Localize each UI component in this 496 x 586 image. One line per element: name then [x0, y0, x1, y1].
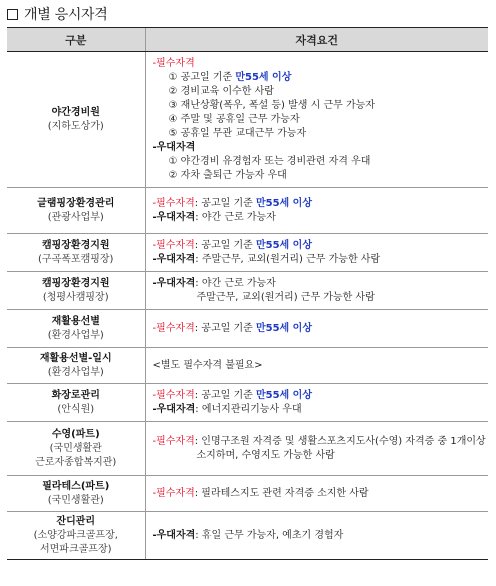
required-label: -필수자격 — [152, 435, 195, 447]
requirement-line — [153, 277, 489, 291]
requirement-text: : 공고일 기준 — [194, 197, 256, 209]
item-number: ② — [168, 169, 181, 181]
category-department: (국민생활관 — [49, 442, 102, 454]
requirement-text: : 공고일 기준 — [194, 239, 256, 251]
table-header-row — [7, 28, 488, 52]
item-text: 공휴일 무관 교대근무 가능자 — [180, 127, 307, 139]
item-number: ① — [168, 71, 181, 83]
requirements-cell — [145, 512, 488, 560]
requirement-text: : 에너지관리기능사 우대 — [195, 403, 302, 415]
item-text: 자차 출퇴근 가능자 우대 — [180, 169, 287, 181]
category-cell — [7, 348, 145, 384]
preferred-label: -우대자격 — [152, 277, 196, 289]
category-cell — [7, 310, 145, 348]
requirement-line — [153, 487, 489, 501]
requirement-note: <별도 필수자격 불필요> — [152, 359, 263, 371]
category-department: (환경사업부) — [47, 366, 104, 378]
category-cell — [7, 384, 145, 422]
category-cell — [7, 476, 145, 512]
requirement-line — [153, 239, 489, 253]
category-name: 캠핑장환경지원 — [41, 239, 110, 251]
requirement-item — [153, 113, 489, 127]
category-cell — [7, 422, 145, 476]
preferred-label: -우대자격 — [152, 211, 196, 223]
category-department: (환경사업부) — [47, 329, 104, 341]
table-row — [7, 272, 488, 310]
age-highlight: 만55세 이상 — [255, 322, 313, 334]
requirements-cell — [145, 422, 488, 476]
requirement-text: : 야간 근로 가능자 — [195, 277, 276, 289]
required-label: -필수자격 — [152, 197, 195, 209]
item-number: ③ — [168, 99, 181, 111]
category-cell — [7, 234, 145, 272]
category-department: (관광사업부) — [47, 211, 104, 223]
category-department: (국민생활관) — [47, 494, 104, 506]
requirements-cell — [145, 188, 488, 234]
requirement-item — [153, 71, 489, 85]
required-label: -필수자격 — [152, 57, 195, 69]
requirement-text: : 야간 근로 가능자 — [195, 211, 276, 223]
item-number: ① — [168, 155, 181, 167]
category-name: 글램핑장환경관리 — [37, 197, 115, 209]
requirement-text: : 필라테스지도 관련 자격증 소지한 사람 — [194, 487, 369, 499]
required-label: -필수자격 — [152, 487, 195, 499]
age-highlight: 만55세 이상 — [235, 71, 292, 83]
category-name: 수영(파트) — [51, 428, 100, 440]
item-number: ② — [168, 85, 181, 97]
category-department: (소양강파크골프장, — [33, 529, 118, 541]
requirement-text: : 인명구조원 자격증 및 생활스포츠지도사(수영) 자격증 중 1개이상 — [194, 435, 486, 447]
table-row — [7, 234, 488, 272]
requirement-continuation: 주말근무, 교외(원거리) 근무 가능한 사람 — [196, 291, 375, 303]
category-name: 야간경비원 — [51, 106, 100, 118]
category-department: 서면파크골프장) — [39, 543, 112, 555]
requirements-cell — [145, 310, 488, 348]
table-row — [7, 512, 488, 560]
category-cell — [7, 52, 145, 188]
table-row — [7, 476, 488, 512]
header-requirements: 자격요건 — [145, 28, 488, 52]
requirement-line — [153, 435, 489, 449]
preferred-item — [153, 169, 489, 183]
category-name: 재활용선별-일시 — [39, 352, 112, 364]
table-row — [7, 348, 488, 384]
requirement-text: : 휴일 근무 가능자, 예초기 경험자 — [195, 529, 344, 541]
table-row — [7, 188, 488, 234]
category-cell — [7, 512, 145, 560]
item-text: 재난상황(폭우, 폭설 등) 발생 시 근무 가능자 — [180, 99, 375, 111]
requirement-item — [153, 85, 489, 99]
requirements-cell — [145, 272, 488, 310]
item-number: ④ — [168, 113, 181, 125]
table-row — [7, 384, 488, 422]
requirements-cell — [145, 348, 488, 384]
requirement-line — [153, 197, 489, 211]
category-cell — [7, 272, 145, 310]
preferred-label: -우대자격 — [152, 141, 196, 153]
item-text: 경비교육 이수한 사람 — [180, 85, 274, 97]
category-name: 재활용선별 — [51, 315, 100, 327]
requirement-line — [153, 322, 489, 336]
header-category: 구분 — [7, 28, 145, 52]
category-name: 캠핑장환경지원 — [41, 277, 110, 289]
requirement-line — [153, 389, 489, 403]
table-row — [7, 310, 488, 348]
age-highlight: 만55세 이상 — [255, 197, 313, 209]
preferred-label: -우대자격 — [152, 529, 196, 541]
age-highlight: 만55세 이상 — [255, 389, 313, 401]
requirements-cell — [145, 234, 488, 272]
requirements-cell — [145, 476, 488, 512]
category-department: (안식원) — [57, 403, 95, 415]
preferred-label: -우대자격 — [152, 253, 196, 265]
requirement-line — [153, 403, 489, 417]
item-text: 주말 및 공휴일 근무 가능자 — [180, 113, 300, 125]
required-label: -필수자격 — [152, 322, 195, 334]
category-department: (구곡폭포캠핑장) — [38, 253, 114, 265]
requirement-line — [153, 529, 489, 543]
qualification-table — [7, 27, 488, 560]
age-highlight: 만55세 이상 — [255, 239, 313, 251]
category-department: 근로자종합복지관) — [35, 456, 117, 468]
item-text: 야간경비 유경험자 또는 경비관련 자격 우대 — [180, 155, 371, 167]
requirement-item — [153, 127, 489, 141]
category-department: (지하도상가) — [47, 120, 104, 132]
item-text: 공고일 기준 — [180, 71, 236, 83]
required-label: -필수자격 — [152, 239, 195, 251]
requirements-cell — [145, 384, 488, 422]
required-label: -필수자격 — [152, 389, 195, 401]
category-cell — [7, 188, 145, 234]
preferred-item — [153, 155, 489, 169]
requirement-item — [153, 99, 489, 113]
preferred-label: -우대자격 — [152, 403, 196, 415]
category-name: 잔디관리 — [56, 515, 96, 527]
table-row — [7, 422, 488, 476]
requirement-text: : 주말근무, 교외(원거리) 근무 가능한 사람 — [195, 253, 381, 265]
requirement-text: : 공고일 기준 — [194, 389, 256, 401]
checkbox-square-icon — [7, 9, 18, 20]
category-department: (청평사캠핑장) — [42, 291, 109, 303]
requirements-cell — [145, 52, 488, 188]
category-name: 필라테스(파트) — [42, 480, 110, 492]
requirement-text: : 공고일 기준 — [194, 322, 256, 334]
table-row — [7, 52, 488, 188]
section-heading — [7, 4, 108, 24]
requirement-continuation: 소지하며, 수영지도 가능한 사람 — [196, 449, 335, 461]
item-number: ⑤ — [168, 127, 181, 139]
category-name: 화장로관리 — [51, 389, 100, 401]
requirement-line — [153, 253, 489, 267]
requirement-line — [153, 211, 489, 225]
section-title: 개별 응시자격 — [24, 7, 108, 23]
